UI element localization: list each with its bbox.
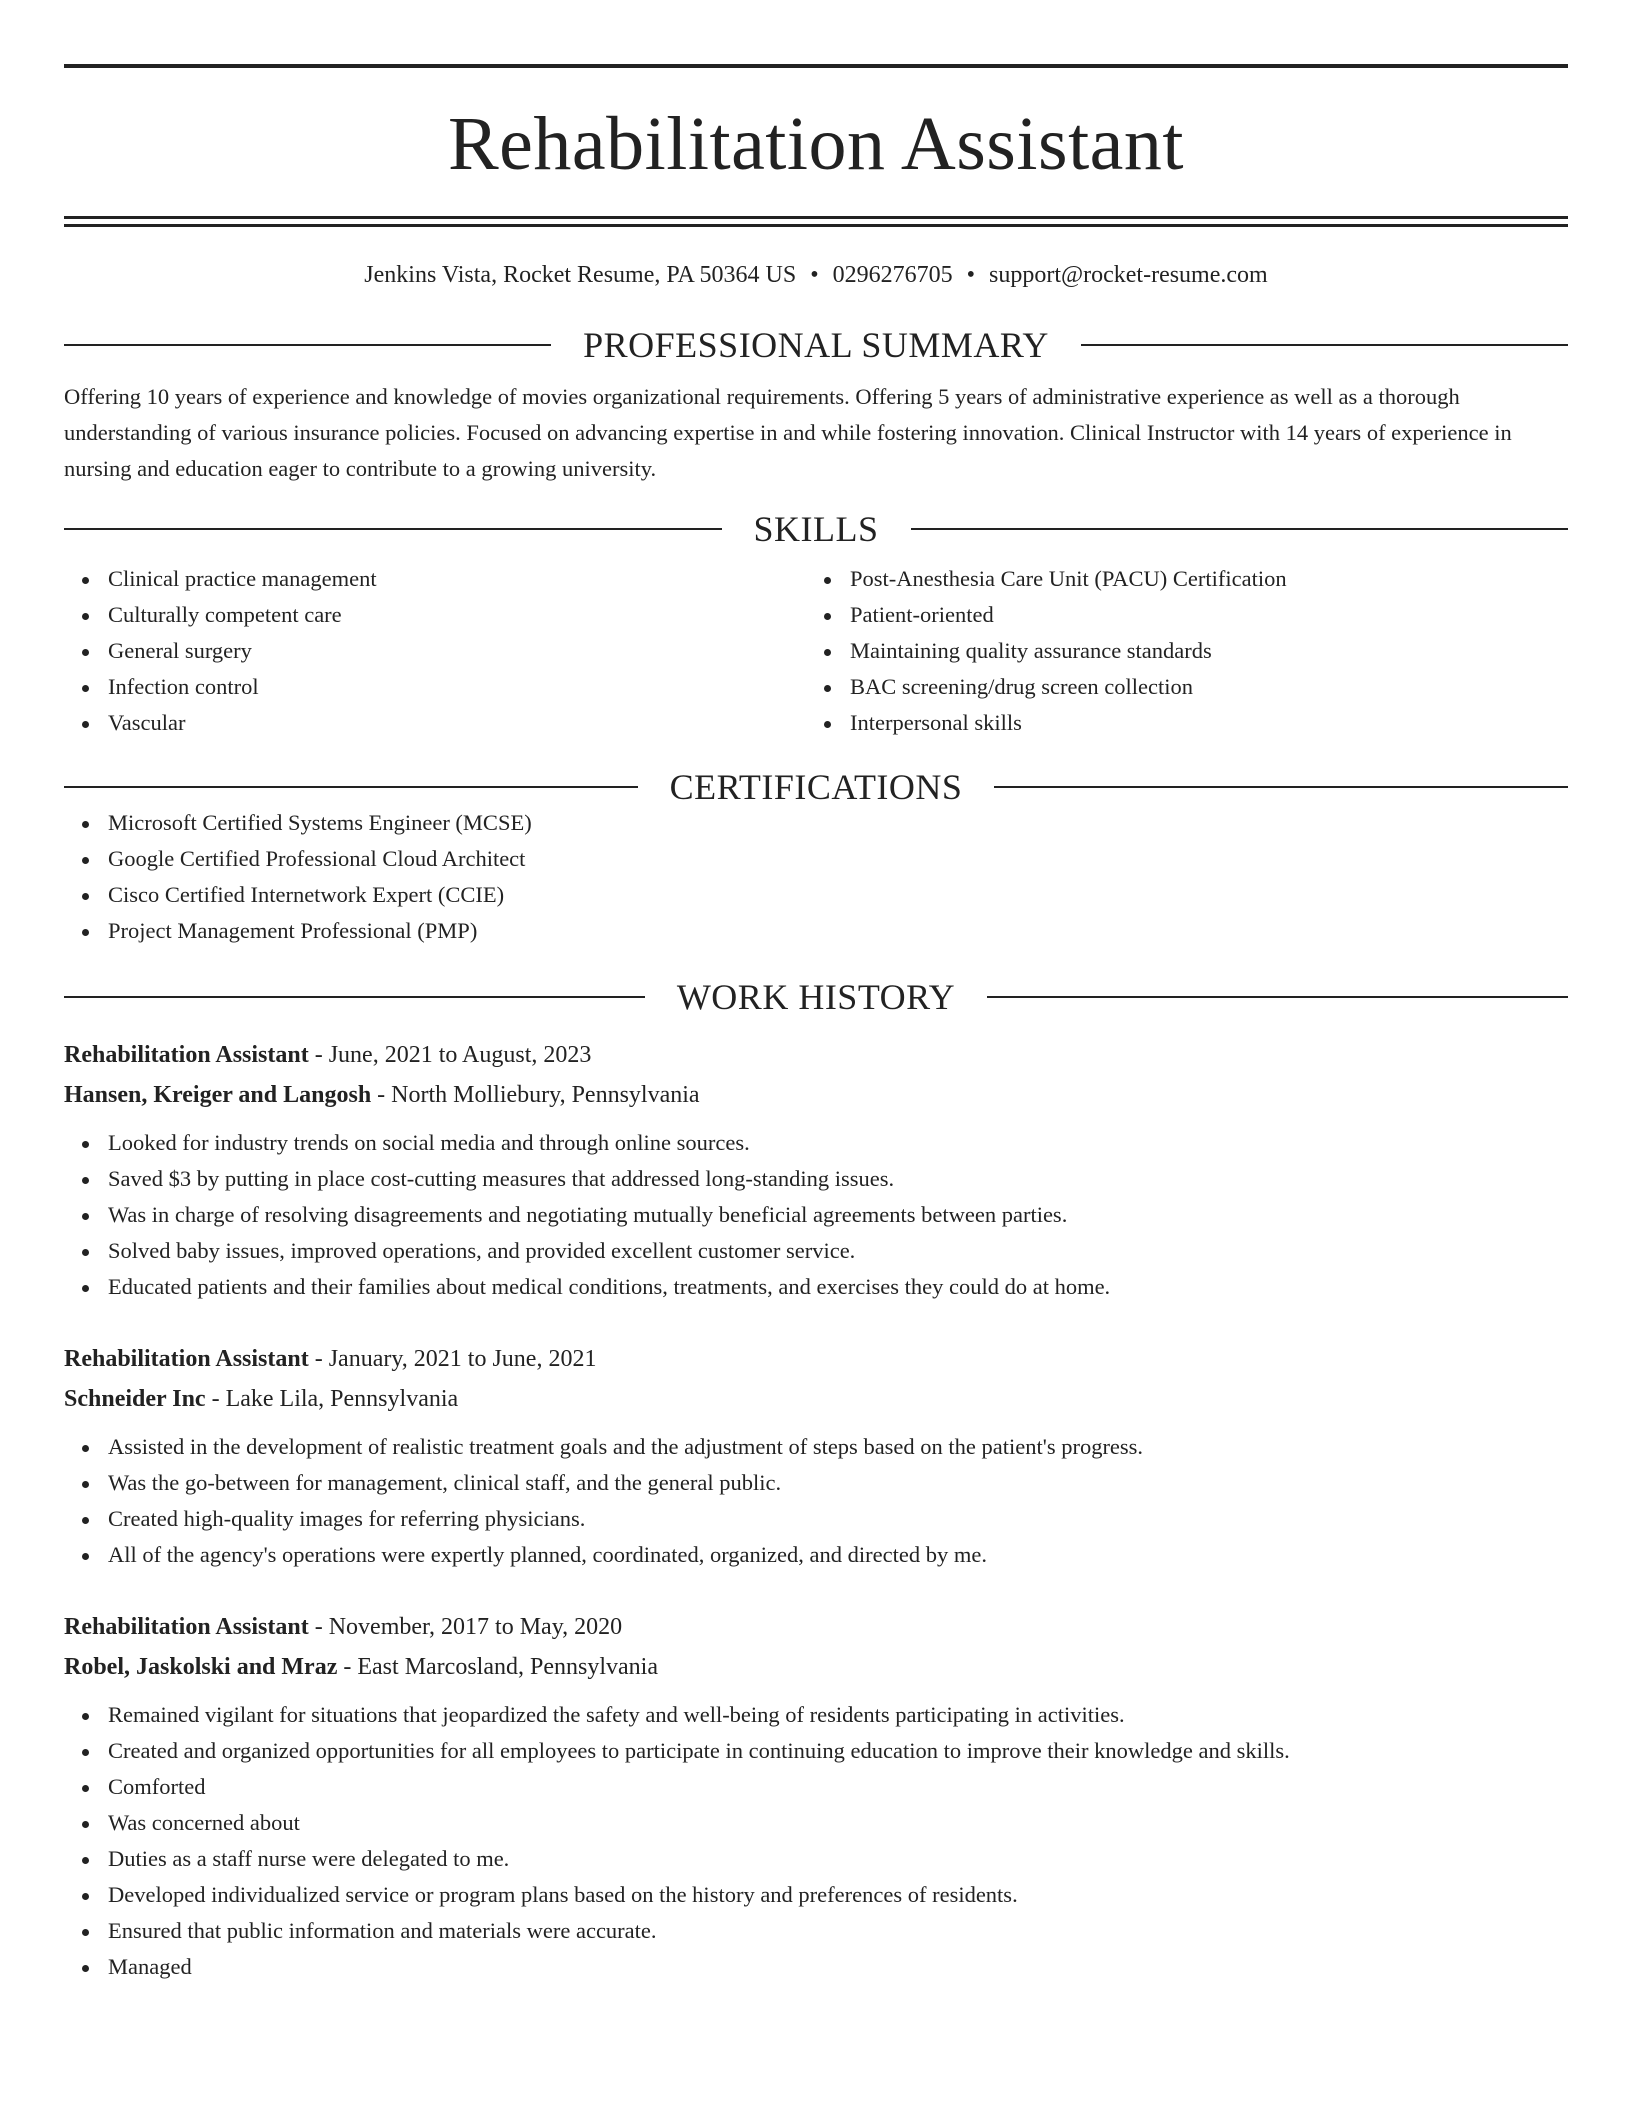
heading-rule (911, 528, 1569, 530)
contact-email[interactable]: support@rocket-resume.com (989, 262, 1268, 288)
skill-item: BAC screening/drug screen collection (850, 669, 1568, 705)
heading-rule (994, 786, 1568, 788)
job-duties-list (64, 1429, 1568, 1573)
job-duty: Assisted in the development of realistic treatment goals and the adjustment of steps based on the patient's progress. (108, 1429, 1568, 1465)
heading-rule (64, 786, 638, 788)
contact-phone: 0296276705 (832, 262, 953, 288)
skill-item: Culturally competent care (108, 597, 816, 633)
skills-title: SKILLS (753, 509, 879, 549)
summary-text: Offering 10 years of experience and knowledge of movies organizational requirements. Offering 5 years of administrative experience as well as a thorough understanding of various insurance policies. Focused on advancing expertise in and while fostering innovation. Clinical Instructor with 14 years of experience in nursing and education eager to contribute to a growing university. (64, 384, 1512, 481)
heading-rule (64, 996, 645, 998)
heading-rule (1081, 344, 1568, 346)
job-duty: Was concerned about (108, 1805, 1568, 1841)
certification-item: Microsoft Certified Systems Engineer (MCSE) (108, 805, 1568, 841)
job-duty: Remained vigilant for situations that jeopardized the safety and well-being of residents participating in activities. (108, 1697, 1568, 1733)
job-duty: Managed (108, 1949, 1568, 1985)
job-company: Hansen, Kreiger and Langosh (64, 1082, 372, 1108)
skill-item: Post-Anesthesia Care Unit (PACU) Certification (850, 561, 1568, 597)
skills-right-column (816, 561, 1568, 741)
work-history-title: WORK HISTORY (676, 977, 956, 1017)
job-location: - North Molliebury, Pennsylvania (371, 1082, 700, 1108)
job-company-line (64, 1075, 1568, 1115)
summary-heading (64, 327, 1568, 363)
job-title-line (64, 1339, 1568, 1379)
heading-rule (987, 996, 1568, 998)
double-rule (64, 216, 1568, 227)
certifications-list (64, 805, 1568, 949)
heading-rule (64, 344, 551, 346)
skills-columns (64, 561, 1568, 741)
skills-left-list (64, 561, 816, 741)
job-entry (64, 1035, 1568, 1305)
job-dates: - June, 2021 to August, 2023 (308, 1042, 592, 1068)
job-company: Robel, Jaskolski and Mraz (64, 1654, 338, 1680)
job-title-line (64, 1607, 1568, 1647)
skill-item: Vascular (108, 705, 816, 741)
contact-line (64, 263, 1568, 287)
job-dates: - November, 2017 to May, 2020 (308, 1614, 623, 1640)
job-location: - East Marcosland, Pennsylvania (337, 1654, 658, 1680)
job-location: - Lake Lila, Pennsylvania (205, 1386, 459, 1412)
certification-item: Cisco Certified Internetwork Expert (CCIE) (108, 877, 1568, 913)
skills-right-list (816, 561, 1568, 741)
job-duty: Created and organized opportunities for all employees to participate in continuing education to improve their knowledge and skills. (108, 1733, 1568, 1769)
job-duty: Developed individualized service or program plans based on the history and preferences of residents. (108, 1877, 1568, 1913)
job-role: Rehabilitation Assistant (64, 1614, 309, 1640)
skill-item: Infection control (108, 669, 816, 705)
contact-separator: • (966, 262, 976, 288)
skills-heading (64, 511, 1568, 547)
certifications-title: CERTIFICATIONS (669, 767, 963, 807)
job-company-line (64, 1379, 1568, 1419)
job-duty: Created high-quality images for referring physicians. (108, 1501, 1568, 1537)
top-rule (64, 64, 1568, 68)
job-duties-list (64, 1697, 1568, 1985)
contact-separator: • (810, 262, 819, 288)
job-duty: Was in charge of resolving disagreements and negotiating mutually beneficial agreements between parties. (108, 1197, 1568, 1233)
skill-item: Clinical practice management (108, 561, 816, 597)
skill-item: General surgery (108, 633, 816, 669)
job-duty: Looked for industry trends on social media and through online sources. (108, 1125, 1568, 1161)
job-company: Schneider Inc (64, 1386, 206, 1412)
skill-item: Patient-oriented (850, 597, 1568, 633)
job-entry (64, 1607, 1568, 1985)
job-duty: Educated patients and their families about medical conditions, treatments, and exercises they could do at home. (108, 1269, 1568, 1305)
summary-title: PROFESSIONAL SUMMARY (583, 325, 1049, 365)
certifications-heading (64, 769, 1568, 805)
job-duty: Was the go-between for management, clinical staff, and the general public. (108, 1465, 1568, 1501)
contact-address: Jenkins Vista, Rocket Resume, PA 50364 US (364, 262, 797, 288)
job-role: Rehabilitation Assistant (64, 1042, 309, 1068)
job-duty: All of the agency's operations were expertly planned, coordinated, organized, and directed by me. (108, 1537, 1568, 1573)
skills-left-column (64, 561, 816, 741)
job-title-line (64, 1035, 1568, 1075)
skill-item: Interpersonal skills (850, 705, 1568, 741)
job-duty: Solved baby issues, improved operations, and provided excellent customer service. (108, 1233, 1568, 1269)
job-duty: Duties as a staff nurse were delegated to me. (108, 1841, 1568, 1877)
job-entry (64, 1339, 1568, 1573)
job-duty: Comforted (108, 1769, 1568, 1805)
job-duty: Ensured that public information and materials were accurate. (108, 1913, 1568, 1949)
job-dates: - January, 2021 to June, 2021 (308, 1346, 597, 1372)
job-company-line (64, 1647, 1568, 1687)
certification-item: Google Certified Professional Cloud Architect (108, 841, 1568, 877)
work-history-heading (64, 979, 1568, 1015)
certification-item: Project Management Professional (PMP) (108, 913, 1568, 949)
skill-item: Maintaining quality assurance standards (850, 633, 1568, 669)
job-role: Rehabilitation Assistant (64, 1346, 309, 1372)
job-duties-list (64, 1125, 1568, 1305)
job-duty: Saved $3 by putting in place cost-cutting measures that addressed long-standing issues. (108, 1161, 1568, 1197)
resume-title: Rehabilitation Assistant (447, 102, 1185, 186)
heading-rule (64, 528, 722, 530)
